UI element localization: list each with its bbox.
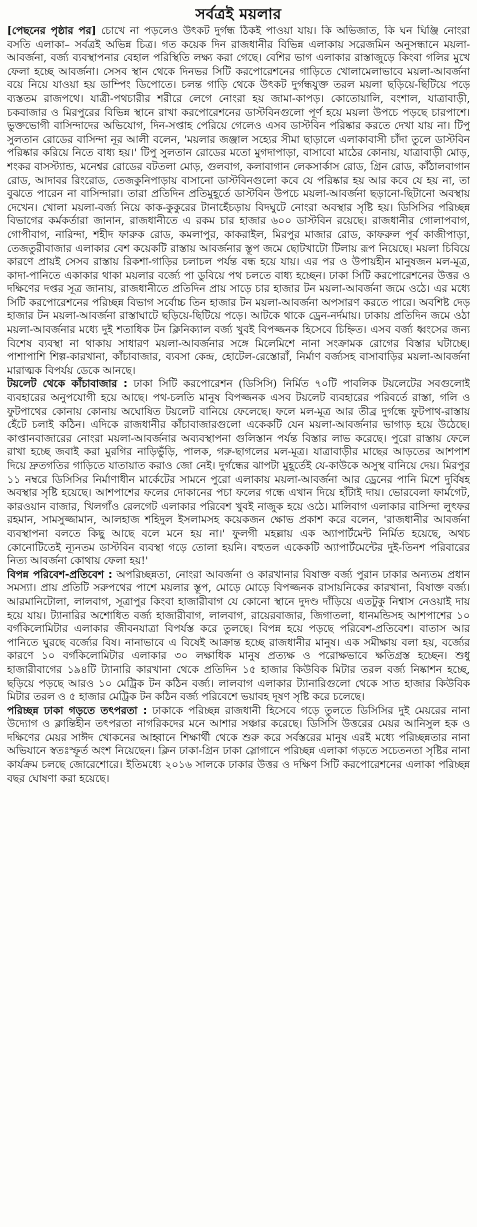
headline: সর্বত্রই ময়লার [195,5,282,23]
paragraph-text: ঢাকা সিটি করপোরেশন (ডিসিসি) নির্মিত ৭০টি পাবলিক টয়লেটের সবগুলোই ব্যবহারের অনুপযোগী হয়ে আছে। পথ-চলতি মানুষ বিপজ্জনক এসব টয়লেট ব্যবহারের পরিবর্তে রাস্তা, গলি ও ফুটপাথের কোনায় কোনায় অঘোষিত টয়লেট বানিয়ে ফেলেছে। ফলে মল-মূত্র আর তীব্র দুর্গন্ধে ফুটপাথ-রাস্তায় হেঁটে চলাই কঠিন। এদিকে রাজধানীর কাঁচাবাজারগুলো একেকটি যেন ময়লা-আবর্জনার ভাগাড় হয়ে উঠেছে। কাপ্তানবাজারের নোংরা ময়লা-আবর্জনার অব্যবস্থাপনা গুলিস্তান পর্যন্ত বিস্তার লাভ করেছে। পুরো রাস্তায় ফেলে রাখা হচ্ছে জবাই করা মুরগির নাড়িভুঁড়ি, পালক, গরু-ছাগলের মল-মূত্র। যাত্রাবাড়ীর মাছের আড়তের আশপাশ দিয়ে দ্রুতগতির গাড়িতে যাতায়াত করাও জো নেই। দুর্গন্ধের ঝাপটা মুহূর্তেই যে-কাউকে অসুস্থ বানিয়ে দেয়। মিরপুর ১১ নম্বরে ডিসিসির নির্মাণাধীন মার্কেটের সামনে পুরো এলাকায় ময়লা-আবর্জনা আর ড্রেনের পানি মিশে দুর্বিষহ অবস্থার সৃষ্টি হয়েছে। আশপাশের ফলের দোকানের পচা ফলের গন্ধে এখান দিয়ে হাঁটাই দায়। ভোরবেলা ফার্মগেট, কারওয়ান বাজার, খিলগাঁও রেলগেট এলাকার পরিবেশ খুবই নাজুক হয়ে ওঠে। মালিবাগ এলাকার বাসিন্দা লুৎফর রহমান, সামসুজ্জামান, আলহাজ শহিদুল ইসলামসহ কয়েকজন ক্ষোভ প্রকাশ করে বলেন, 'রাজধানীর আবর্জনা ব্যবস্থাপনা বলতে কিছু আছে বলে মনে হয় না।' ফুলগী মহল্লায় এক অ্যাপার্টমেন্ট নির্মিত হয়েছে, অথচ কোনোটিতেই ন্যূনতম ডাস্টবিন ব্যবস্থা গড়ে তোলা হয়নি। বহুতল একেকটি অ্যাপার্টমেন্টের দুই-তিনশ পরিবারের নিত্য আবর্জনা কোথায় ফেলা হয়!' [7,378,470,568]
paragraph-environment [7,569,470,705]
paragraph-clean-dhaka [7,705,470,787]
continued-label: [পেছনের পৃষ্ঠার পর] [7,25,97,37]
paragraph-intro [7,25,470,378]
subheading: পরিচ্ছন্ন ঢাকা গড়তে তৎপরতা : [7,704,148,717]
subheading: টয়লেট থেকে কাঁচাবাজার : [7,378,128,391]
paragraph-text: চোখে না পড়লেও উৎকট দুর্গন্ধ ঠিকই পাওয়া যায়। কি অভিজাত, কি ঘন ঘিঞ্জি নোংরা বসতি এলাকা– সর্বত্রই অভিন্ন চিত্র। গত কয়েক দিন রাজধানীর বিভিন্ন এলাকায় সরেজমিন অনুসন্ধানে ময়লা-আবর্জনা, বর্জ্য ব্যবস্থাপনার বেহাল পরিস্থিতি লক্ষ্য করা গেছে। বেশির ভাগ এলাকার রাস্তাজুড়ে কিংবা গলির মুখে ফেলা হচ্ছে আবর্জনা। সেসব স্থান থেকে দিনভর সিটি করপোরেশনের গাড়িতে খোলামেলাভাবে ময়লা-আবর্জনা বয়ে নিয়ে যাওয়া হয় ডাম্পিং ডিপোতে। চলন্ত গাড়ি থেকে উৎকট দুর্গন্ধযুক্ত তরল ময়লা ছড়িয়ে-ছিটিয়ে পড়ে ব্যস্ততম রাজপথে। যাত্রী-পথচারীর শরীরে লেগে নোংরা হয় জামা-কাপড়। কোতোয়ালি, বংশাল, যাত্রাবাড়ী, চকবাজার ও মিরপুরের বিভিন্ন স্থানে রাখা করপোরেশনের ডাস্টবিনগুলো পূর্ণ হয়ে ময়লা উপচে পড়ছে চারপাশে। ভুক্তভোগী বাসিন্দাদের অভিযোগ, দিন-সপ্তাহ পেরিয়ে গেলেও এসব ডাস্টবিন পরিষ্কার করতে দেখা যায় না। টিপু সুলতান রোডের বাসিন্দা নূর আলী বলেন, 'ময়লার জঞ্জাল সহ্যের সীমা ছাড়ালে এলাকাবাসী চাঁদা তুলে ডাস্টবিন পরিষ্কার করিয়ে নিতে বাধ্য হয়।' টিপু সুলতান রোডের মতো মুগদাপাড়া, বাসাবো মাঠের কোনায়, যাত্রাবাড়ী মোড়, শংকর বাসস্ট্যান্ড, মনেশ্বর রোডের বটতলা মোড়, গুলবাগ, কলাবাগান লেকসার্কাস রোড, গ্রিন রোড, কাঁঠালবাগান রোড, আদাবর রিংরোড, তেজকুনিপাড়ায় বাসানো ডাস্টবিনগুলো কবে যে পরিষ্কার হয় আর কবে যে হয় না, তা বুঝতে পারেন না বাসিন্দারা। তারা প্রতিদিন প্রতিমুহূর্তে ডাস্টবিন উপচে ময়লা-আবর্জনা ছড়ানো-ছিটানো অবস্থায় দেখেন। খোলা ময়লা-বর্জ্য নিয়ে কাক-কুকুরের টানাহেঁচড়ায় বিদঘুটে নোংরা অবস্থার সৃষ্টি হয়। ডিসিসির পরিচ্ছন্ন বিভাগের কর্মকর্তারা জানান, রাজধানীতে এ রকম চার হাজার ৬০০ ডাস্টবিন রয়েছে। রাজধানীর গোলাপবাগ, গোপীবাগ, নারিন্দা, শহীদ ফারুক রোড, কমলাপুর, কাকরাইল, মিরপুর মাজার রোড, কাফরুল পূর্ব কাজীপাড়া, তেজতুরীবাজার এলাকার বেশ কয়েকটি রাস্তায় আবর্জনার স্তূপ জমে ছোটখাটো টিলায় রূপ নিয়েছে। ময়লা চিবিয়ে কারণে প্রায়ই সেসব রাস্তায় রিকশা-গাড়ির চলাচল পর্যন্ত বন্ধ হয়ে যায়। এর পর ও উপায়হীন মানুষজন মল-মূত্র, কাদা-পানিতে একাকার থাকা ময়লার বর্জ্যে পা ডুবিয়ে পথ চলতে বাধ্য হচ্ছেন। ঢাকা সিটি করপোরেশনের উত্তর ও দক্ষিণের দপ্তর সূত্র জানায়, রাজধানীতে প্রতিদিন প্রায় সাড়ে চার হাজার টন ময়লা-আবর্জনা জমে ওঠে। এর মধ্যে সিটি করপোরেশনের পরিচ্ছন্ন বিভাগ সর্বোচ্চ তিন হাজার টন ময়লা-আবর্জনা অপসারণ করতে পারে। অবশিষ্ট দেড় হাজার টন ময়লা-আবর্জনা রাস্তাঘাটে ছড়িয়ে-ছিটিয়ে পড়ে। আটকে থাকে ড্রেন-নর্দমায়। ঢাকায় প্রতিদিন জমে ওঠা ময়লা-আবর্জনার মধ্যে দুই শতাধিক টন ক্লিনিক্যাল বর্জ্য খুবই বিপজ্জনক হিসেবে চিহ্নিত। এসব বর্জ্য ধ্বংসের জন্য বিশেষ ব্যবস্থা না থাকায় সাধারণ ময়লা-আবর্জনার সঙ্গে মিলেমিশে নানা সংক্রামক রোগের বিস্তার ঘটাচ্ছে। পাশাপাশি শিল্প-কারখানা, কাঁচাবাজার, ব্যবসা কেন্দ্র, হোটেল-রেস্তোরাঁ, নির্মাণ বর্জ্যসহ বাসাবাড়ির ময়লা-আবর্জনা মারাত্মক বিপর্যয় ডেকে আনছে। [7,25,470,377]
article-body [7,25,470,1227]
paragraph-text: অপরিচ্ছন্নতা, নোংরা আবর্জনা ও কারখানার বিষাক্ত বর্জ্য পুরান ঢাকার অন্যতম প্রধান সমস্যা। প্রায় প্রতিটি সরুপথের পাশে ময়লার স্তূপ, মোড়ে মোড়ে বিপজ্জনক রাসায়নিকের কারখানা, বিষাক্ত বর্জ্য। আরমানিটোলা, লালবাগ, সূত্রাপুর কিংবা হাজারীবাগ যে কোনো স্থানে দুদণ্ড দাঁড়িয়ে এতটুকু নিশ্বাস নেওয়াই দায় হয়ে যায়। ট্যানারির অশোধিত বর্জ্য হাজারীবাগ, লালবাগ, রায়েরবাজার, জিগাতলা, ধানমন্ডিসহ আশপাশের ১০ বর্গকিলোমিটার এলাকার জীবনযাত্রা বিপর্যস্ত করে তুলছে। বিপন্ন হয়ে পড়ছে পরিবেশ-প্রতিবেশ। বাতাস আর পানিতে ঘুরছে বর্জ্যের বিষ। নানাভাবে এ বিষেই আক্রান্ত হচ্ছে রাজধানীর মানুষ। এক সমীক্ষায় বলা হয়, বর্জ্যের কারণে ১০ বর্গকিলোমিটার এলাকার ৩০ লক্ষাধিক মানুষ প্রত্যক্ষ ও পরোক্ষভাবে ক্ষতিগ্রস্ত হচ্ছেন। শুধু হাজারীবাগের ১৯৪টি ট্যানারি কারখানা থেকে প্রতিদিন ১৫ হাজার কিউবিক মিটার তরল বর্জ্য নিষ্কাশন হচ্ছে, ছড়িয়ে পড়ছে আরও ১০ মেট্রিক টন কঠিন বর্জ্য। লালবাগ এলাকার ট্যানারিগুলো থেকে সাত হাজার কিউবিক মিটার তরল ও ৫ হাজার মেট্রিক টন কঠিন বর্জ্য পরিবেশে ভয়াবহ দূষণ সৃষ্টি করে চলেছে। [7,568,470,704]
paragraph-toilet-market [7,378,470,568]
subheading: বিপন্ন পরিবেশ-প্রতিবেশ : [7,568,113,581]
paragraph-text: ঢাকাকে পরিচ্ছন্ন রাজধানী হিসেবে গড়ে তুলতে ডিসিসির দুই মেয়রের নানা উদ্যোগ ও ক্লান্তিহীন তৎপরতা নাগরিকদের মনে আশার সঞ্চার করেছে। ডিসিসি উত্তরের মেয়র আনিসুল হক ও দক্ষিণের মেয়র সাঈদ খোকনের আহ্বানে শিক্ষার্থী থেকে শুরু করে সর্বস্তরের মানুষ এরই মধ্যে পরিচ্ছন্নতার নানা অভিযানে স্বতঃস্ফূর্ত অংশ নিয়েছেন। ক্লিন ঢাকা-গ্রিন ঢাকা স্লোগানে পরিচ্ছন্ন এলাকা গড়তে সচেতনতা সৃষ্টির নানা কার্যক্রম চলছে জোরেশোরে। ইতিমধ্যে ২০১৬ সালকে ঢাকার উত্তর ও দক্ষিণ সিটি করপোরেশনের এলাকা পরিচ্ছন্ন বছর ঘোষণা করা হয়েছে। [7,704,470,785]
